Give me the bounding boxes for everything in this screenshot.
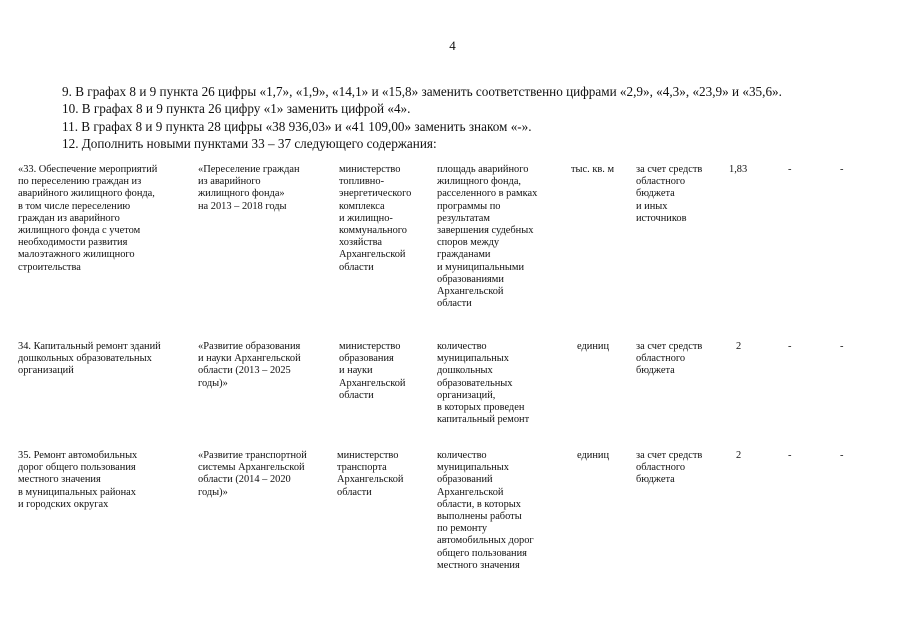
value-cell: -	[840, 164, 844, 175]
program-cell: «Переселение граждан из аварийного жилищного фонда» на 2013 – 2018 годы	[198, 164, 300, 212]
value-cell: 1,83	[729, 164, 748, 175]
page-number: 4	[449, 38, 456, 53]
value-cell: -	[788, 341, 792, 352]
value-cell: -	[840, 341, 844, 352]
source-cell: за счет средств областного бюджета и иных источников	[636, 164, 703, 224]
paragraph-10: 10. В графах 8 и 9 пункта 26 цифру «1» заменить цифрой «4».	[62, 101, 411, 116]
indicator-cell: количество муниципальных образований Архангельской области, в которых выполнены работы по ремонту автомобильных дорог общего пользования местного значения	[437, 450, 534, 571]
measure-cell: «33. Обеспечение мероприятий по переселению граждан из аварийного жилищного фонда, в том числе переселению граждан из аварийного жилищного фонда с учетом необходимости развития малоэтажного жилищного строительства	[18, 164, 158, 273]
executor-cell: министерство образования и науки Архангельской области	[339, 341, 406, 401]
program-cell: «Развитие транспортной системы Архангельской области (2014 – 2020 годы)»	[198, 450, 307, 498]
paragraph-9: 9. В графах 8 и 9 пункта 26 цифры «1,7», «1,9», «14,1» и «15,8» заменить соответственно цифрами «2,9», «4,3», «23,9» и «35,6».	[62, 84, 782, 99]
indicator-cell: площадь аварийного жилищного фонда, расселенного в рамках программы по результатам завершения судебных споров между гражданами и муниципальными образованиями Архангельской области	[437, 164, 538, 310]
value-cell: -	[788, 450, 792, 461]
executor-cell: министерство транспорта Архангельской области	[337, 450, 404, 498]
unit-cell: единиц	[577, 450, 610, 461]
paragraph-11: 11. В графах 8 и 9 пункта 28 цифры «38 936,03» и «41 109,00» заменить знаком «-».	[62, 119, 532, 134]
source-cell: за счет средств областного бюджета	[636, 450, 703, 486]
value-cell: 2	[736, 450, 742, 461]
measure-cell: 34. Капитальный ремонт зданий дошкольных образовательных организаций	[18, 341, 161, 377]
value-cell: 2	[736, 341, 742, 352]
unit-cell: единиц	[577, 341, 610, 352]
value-cell: -	[788, 164, 792, 175]
source-cell: за счет средств областного бюджета	[636, 341, 703, 377]
indicator-cell: количество муниципальных дошкольных образовательных организаций, в которых проведен капитальный ремонт	[437, 341, 530, 426]
value-cell: -	[840, 450, 844, 461]
program-cell: «Развитие образования и науки Архангельской области (2013 – 2025 годы)»	[198, 341, 301, 389]
measure-cell: 35. Ремонт автомобильных дорог общего пользования местного значения в муниципальных районах и городских округах	[18, 450, 138, 510]
executor-cell: министерство топливно- энергетического комплекса и жилищно- коммунального хозяйства Архангельской области	[339, 164, 412, 273]
paragraph-12: 12. Дополнить новыми пунктами 33 – 37 следующего содержания:	[62, 136, 437, 151]
unit-cell: тыс. кв. м	[571, 164, 615, 175]
